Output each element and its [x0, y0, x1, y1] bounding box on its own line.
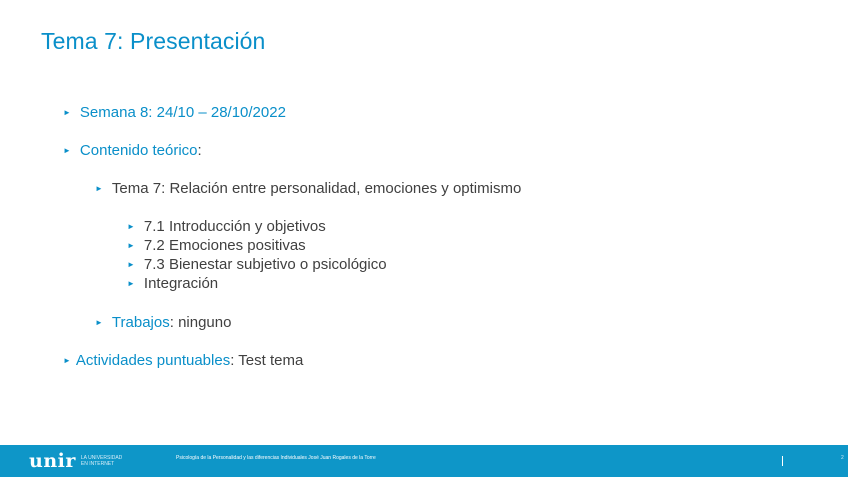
bullet-item-actividades [63, 352, 303, 369]
item-text: 7.3 Bienestar subjetivo o psicológico [143, 256, 387, 273]
triangle-right-icon: ► [63, 145, 71, 155]
logo-wordmark: unir [29, 450, 76, 472]
triangle-right-icon: ► [95, 183, 103, 193]
item-text: : ninguno [169, 314, 232, 331]
logo-subtitle [81, 455, 122, 467]
unir-logo [29, 451, 122, 471]
item-text: : Test tema [230, 352, 304, 369]
triangle-right-icon: ► [127, 240, 135, 250]
item-text: Tema 7: Relación entre personalidad, emociones y optimismo [111, 180, 522, 197]
triangle-right-icon: ► [63, 107, 71, 117]
bullet-item-contenido [63, 142, 202, 159]
bullet-item-7-1 [127, 218, 326, 235]
triangle-right-icon: ► [95, 317, 103, 327]
item-label: Trabajos [111, 314, 170, 331]
slide-title: Tema 7: Presentación [41, 28, 266, 54]
logo-subtitle-line1: LA UNIVERSIDAD [80, 455, 123, 461]
triangle-right-icon: ► [127, 221, 135, 231]
item-label: Contenido teórico [79, 142, 198, 159]
bullet-item-7-3 [127, 256, 387, 273]
triangle-right-icon: ► [63, 355, 71, 365]
item-text: : [197, 142, 202, 159]
logo-subtitle-line2: EN INTERNET [80, 461, 115, 467]
item-label: Semana 8: 24/10 – 28/10/2022 [79, 104, 286, 121]
bullet-item-7-2 [127, 237, 306, 254]
footer-bar [0, 445, 848, 477]
item-label: Actividades puntuables [75, 352, 231, 369]
item-text: 7.1 Introducción y objetivos [143, 218, 326, 235]
item-text: 7.2 Emociones positivas [143, 237, 306, 254]
footer-divider [782, 456, 783, 466]
triangle-right-icon: ► [127, 259, 135, 269]
bullet-item-tema [95, 180, 521, 197]
bullet-item-trabajos [95, 314, 231, 331]
triangle-right-icon: ► [127, 278, 135, 288]
page-number: 2 [841, 455, 844, 461]
item-text: Integración [143, 275, 219, 292]
bullet-item-integracion [127, 275, 218, 292]
course-info-text: Psicología de la Personalidad y las diferencias Individuales José Juan Rogales de la Torre [176, 455, 376, 461]
bullet-item-semana [63, 104, 286, 121]
